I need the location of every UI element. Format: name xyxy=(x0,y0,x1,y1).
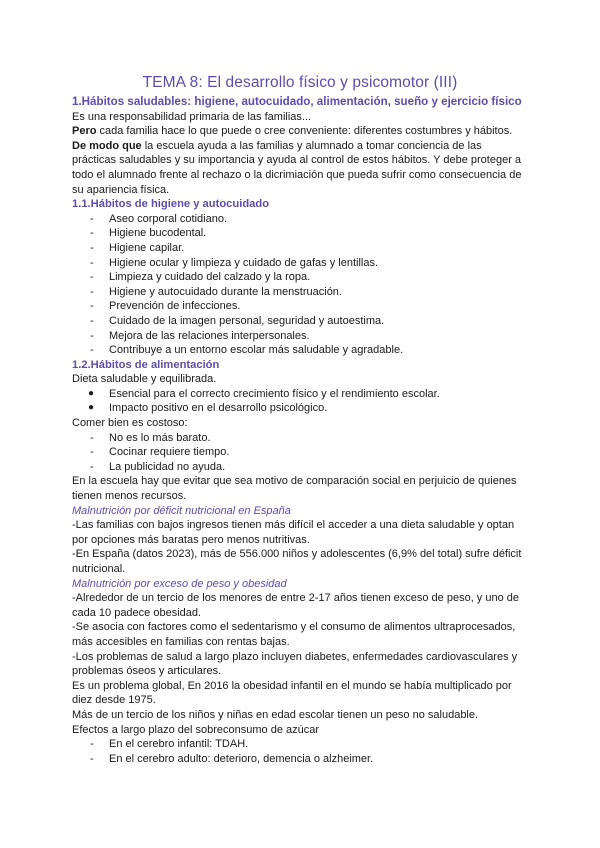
hygiene-list xyxy=(72,212,528,358)
paragraph: -En España (datos 2023), más de 556.000 niños y adolescentes (6,9% del total) sufre déficit nutricional. xyxy=(72,548,522,575)
list-item-text: Higiene bucodental. xyxy=(109,227,207,240)
paragraph: -Se asocia con factores como el sedentarismo y el consumo de alimentos ultraprocesados, más accesibles en familias con rentas bajas. xyxy=(72,621,516,648)
list-item xyxy=(72,256,528,271)
list-item-text: En el cerebro adulto: deterioro, demencia o alzheimer. xyxy=(109,752,374,765)
dash-marker: - xyxy=(90,752,94,765)
paragraph: -Las familias con bajos ingresos tienen más difícil el acceder a una dieta saludable y optan por opciones más baratas pero menos nutritivas. xyxy=(72,519,515,546)
dash-marker: - xyxy=(90,241,94,254)
paragraph: En la escuela hay que evitar que sea motivo de comparación social en perjuicio de quienes tienen menos recursos. xyxy=(72,475,517,503)
list-item-text: Prevención de infecciones. xyxy=(109,300,241,313)
list-item-text: La publicidad no ayuda. xyxy=(109,460,226,473)
list-item xyxy=(72,737,528,752)
list-item xyxy=(72,431,528,446)
dash-marker: - xyxy=(90,738,94,751)
bullet-dot-icon: ● xyxy=(88,387,95,399)
paragraph-text: la escuela ayuda a las familias y alumnado a tomar conciencia de las prácticas saludables y su importancia y ayuda al control de estos hábitos. Y debe proteger a todo el alumnado frente al rechazo o la dicrimiación que pueda sufrir como consecuencia de su apariencia física. xyxy=(72,139,522,196)
diet-bullets xyxy=(72,387,528,416)
sugar-effects-list xyxy=(72,737,528,766)
paragraph: Es una responsabilidad primaria de las familias... xyxy=(72,110,312,123)
bold-lead: De modo que xyxy=(72,139,142,152)
list-item-text: Contribuye a un entorno escolar más saludable y agradable. xyxy=(109,344,404,357)
list-item xyxy=(72,212,528,227)
paragraph: Comer bien es costoso: xyxy=(72,417,188,430)
list-item xyxy=(72,445,528,460)
section-1-2-heading: 1.2.Hábitos de alimentación xyxy=(72,358,220,371)
list-item-text: Higiene y autocuidado durante la menstruación. xyxy=(109,285,342,298)
list-item xyxy=(72,460,528,475)
list-item-text: No es lo más barato. xyxy=(109,431,211,444)
list-item-text: Esencial para el correcto crecimiento físico y el rendimiento escolar. xyxy=(109,387,440,400)
paragraph xyxy=(72,139,528,197)
bullet-dot-icon: ● xyxy=(88,402,95,414)
paragraph xyxy=(72,124,528,139)
paragraph: Efectos a largo plazo del sobreconsumo de azúcar xyxy=(72,723,320,736)
list-item-text: Mejora de las relaciones interpersonales. xyxy=(109,329,310,342)
list-item xyxy=(72,241,528,256)
list-item xyxy=(72,401,528,416)
dash-marker: - xyxy=(90,460,94,473)
dash-marker: - xyxy=(90,227,94,240)
dash-marker: - xyxy=(90,446,94,459)
page-title: TEMA 8: El desarrollo físico y psicomotor (III) xyxy=(142,74,458,91)
dash-marker: - xyxy=(90,329,94,342)
list-item-text: Cocinar requiere tiempo. xyxy=(109,446,230,459)
dash-marker: - xyxy=(90,314,94,327)
list-item xyxy=(72,343,528,358)
list-item xyxy=(72,270,528,285)
list-item xyxy=(72,329,528,344)
dash-marker: - xyxy=(90,271,94,284)
section-1-1-heading: 1.1.Hábitos de higiene y autocuidado xyxy=(72,198,270,211)
dash-marker: - xyxy=(90,256,94,269)
list-item xyxy=(72,299,528,314)
list-item-text: Aseo corporal cotidiano. xyxy=(109,212,228,225)
paragraph: Es un problema global, En 2016 la obesidad infantil en el mundo se había multiplicado por diez desde 1975. xyxy=(72,679,512,707)
list-item xyxy=(72,285,528,300)
list-item xyxy=(72,226,528,241)
list-item xyxy=(72,314,528,329)
paragraph: -Alrededor de un tercio de los menores de entre 2-17 años tienen exceso de peso, y uno de cada 10 padece obesidad. xyxy=(72,592,520,619)
dash-marker: - xyxy=(90,212,94,225)
list-item-text: Impacto positivo en el desarrollo psicológico. xyxy=(109,402,328,415)
paragraph: Más de un tercio de los niños y niñas en edad escolar tienen un peso no saludable. xyxy=(72,708,479,721)
list-item-text: Higiene ocular y limpieza y cuidado de gafas y lentillas. xyxy=(109,256,379,269)
section-1-heading: 1.Hábitos saludables: higiene, autocuidado, alimentación, sueño y ejercicio físico xyxy=(72,95,522,108)
list-item xyxy=(72,752,528,767)
dash-marker: - xyxy=(90,344,94,357)
list-item-text: Limpieza y cuidado del calzado y la ropa. xyxy=(109,271,311,284)
paragraph: Dieta saludable y equilibrada. xyxy=(72,373,217,386)
dash-marker: - xyxy=(90,300,94,313)
bold-lead: Pero xyxy=(72,125,97,138)
subheading-excess: Malnutrición por exceso de peso y obesidad xyxy=(72,577,287,590)
paragraph-text: cada familia hace lo que puede o cree conveniente: diferentes costumbres y hábitos. xyxy=(96,125,513,138)
list-item-text: Cuidado de la imagen personal, seguridad y autoestima. xyxy=(109,314,385,327)
subheading-deficit: Malnutrición por déficit nutricional en España xyxy=(72,504,291,517)
list-item xyxy=(72,387,528,402)
paragraph: -Los problemas de salud a largo plazo incluyen diabetes, enfermedades cardiovasculares y problemas óseos y articulares. xyxy=(72,650,518,678)
dash-marker: - xyxy=(90,285,94,298)
dash-marker: - xyxy=(90,431,94,444)
list-item-text: Higiene capilar. xyxy=(109,241,185,254)
cost-list xyxy=(72,431,528,475)
list-item-text: En el cerebro infantil: TDAH. xyxy=(109,738,249,751)
